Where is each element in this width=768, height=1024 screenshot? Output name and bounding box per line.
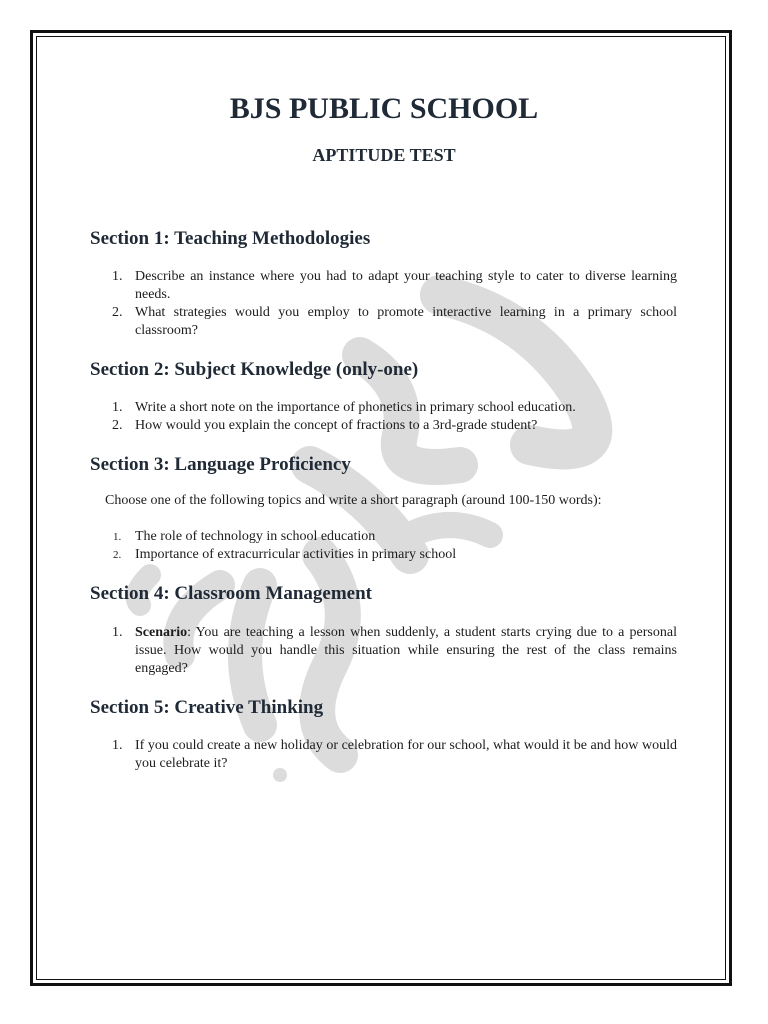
question-text: : You are teaching a lesson when suddenly, a student starts crying due to a personal issue. How would you handle this situation while ensuring the rest of the class remains engaged? — [135, 625, 677, 676]
question-text: Describe an instance where you had to adapt your teaching style to cater to diverse learning needs. — [135, 269, 677, 302]
section-5-heading: Section 5: Creative Thinking — [90, 697, 324, 718]
section-4-question-list — [90, 624, 677, 678]
list-item — [90, 737, 677, 773]
section-4-heading: Section 4: Classroom Management — [90, 583, 372, 604]
school-name: BJS PUBLIC SCHOOL — [229, 92, 539, 125]
section-3-heading: Section 3: Language Proficiency — [90, 454, 351, 475]
list-item — [90, 304, 677, 340]
question-text: What strategies would you employ to promote interactive learning in a primary school classroom? — [135, 305, 677, 338]
list-item — [90, 268, 677, 304]
section-5-question-list — [90, 737, 677, 773]
section-2-heading: Section 2: Subject Knowledge (only-one) — [90, 359, 419, 380]
list-number: 1. — [112, 625, 123, 640]
section-3-instructions: Choose one of the following topics and write a short paragraph (around 100-150 words): — [105, 493, 602, 508]
section-1-heading: Section 1: Teaching Methodologies — [90, 228, 371, 249]
list-number: 2. — [112, 305, 123, 320]
question-text: How would you explain the concept of fractions to a 3rd-grade student? — [135, 418, 538, 433]
list-number: 1. — [112, 400, 123, 415]
list-item — [90, 528, 677, 546]
list-item — [90, 417, 677, 435]
list-item — [90, 399, 677, 417]
list-number: 2. — [112, 418, 123, 433]
section-3-topic-list — [90, 528, 677, 564]
list-item — [90, 546, 677, 564]
list-number: 1. — [113, 531, 122, 543]
list-item — [90, 624, 677, 678]
question-text: If you could create a new holiday or celebration for our school, what would it be and how would you celebrate it? — [135, 738, 677, 771]
scenario-label: Scenario — [135, 625, 188, 640]
topic-text: The role of technology in school education — [135, 529, 376, 544]
test-title: APTITUDE TEST — [312, 145, 456, 165]
section-2-question-list — [90, 399, 677, 435]
list-number: 2. — [113, 549, 122, 561]
list-number: 1. — [112, 738, 123, 753]
topic-text: Importance of extracurricular activities in primary school — [135, 547, 457, 562]
list-number: 1. — [112, 269, 123, 284]
question-text: Write a short note on the importance of phonetics in primary school education. — [135, 400, 576, 415]
section-1-question-list — [90, 268, 677, 340]
